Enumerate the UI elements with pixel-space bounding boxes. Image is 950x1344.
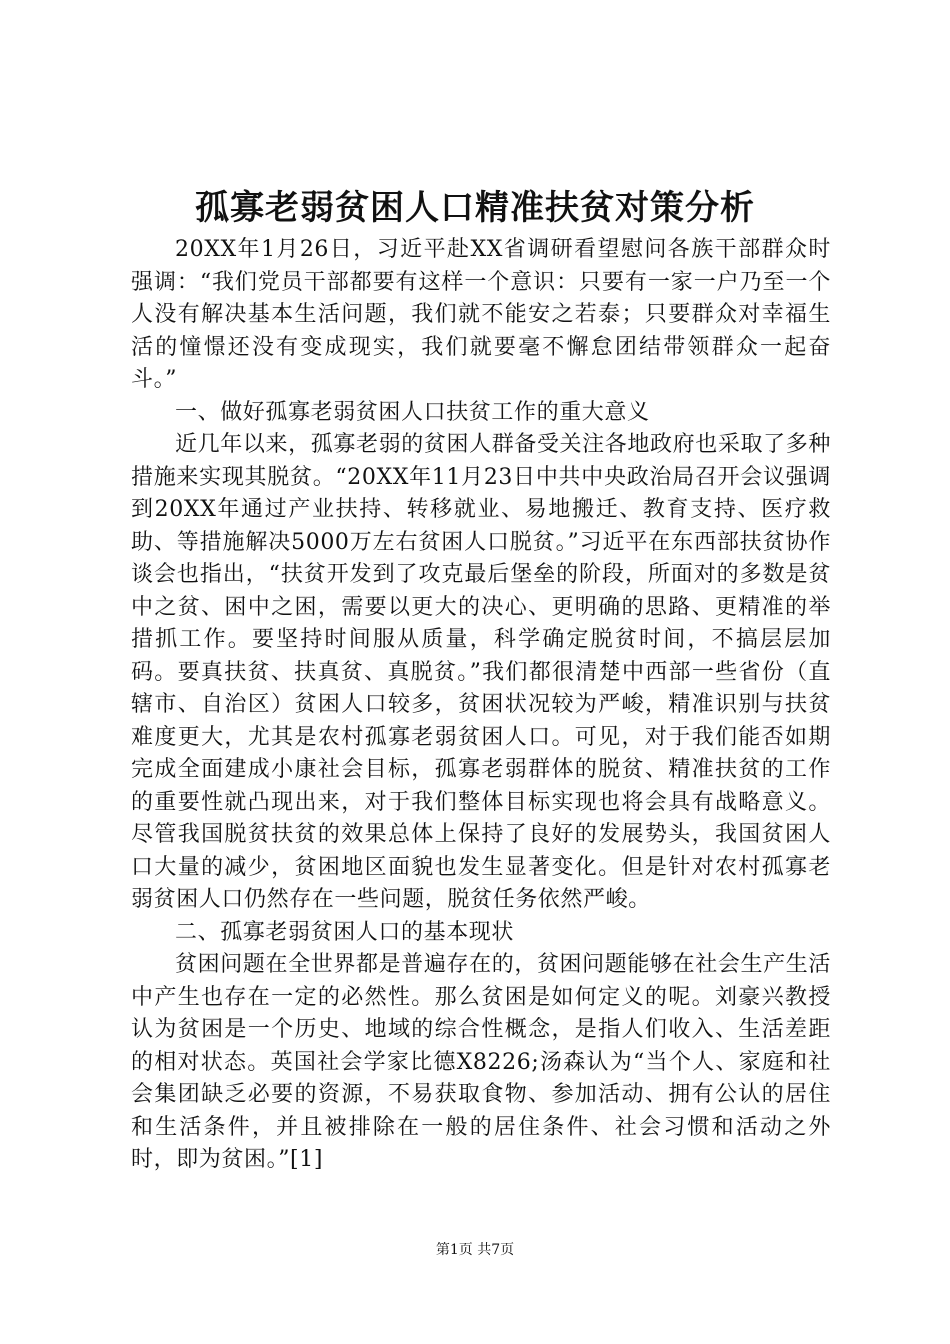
document-title: 孤寡老弱贫困人口精准扶贫对策分析	[195, 188, 755, 228]
section-heading-2: 二、孤寡老弱贫困人口的基本现状	[175, 919, 515, 945]
section-2-paragraph: 贫困问题在全世界都是普遍存在的，贫困问题能够在社会生产生活中产生也存在一定的必然性。那么贫困是如何定义的呢。刘豪兴教授认为贫困是一个历史、地域的综合性概念，是指人们收入、生活差距的相对状态。英国社会学家比德X8226;汤森认为“当个人、家庭和社会集团缺乏必要的资源，不易获取食物、参加活动、拥有公认的居住和生活条件，并且被排除在一般的居住条件、社会习惯和活动之外时，即为贫困。”[1]	[131, 952, 831, 1172]
page-number-footer: 第1页 共7页	[435, 1242, 515, 1258]
document-body	[131, 234, 831, 1177]
intro-paragraph: 20XX年1月26日，习近平赴XX省调研看望慰问各族干部群众时强调：“我们党员干部都要有这样一个意识：只要有一家一户乃至一个人没有解决基本生活问题，我们就不能安之若泰；只要群众对幸福生活的憧憬还没有变成现实，我们就要毫不懈怠团结带领群众一起奋斗。”	[131, 237, 831, 392]
section-heading-1: 一、做好孤寡老弱贫困人口扶贫工作的重大意义	[175, 399, 650, 425]
section-1-paragraph: 近几年以来，孤寡老弱的贫困人群备受关注各地政府也采取了多种措施来实现其脱贫。“20XX年11月23日中共中央政治局召开会议强调到20XX年通过产业扶持、转移就业、易地搬迁、教育支持、医疗救助、等措施解决5000万左右贫困人口脱贫。”习近平在东西部扶贫协作谈会也指出，“扶贫开发到了攻克最后堡垒的阶段，所面对的多数是贫中之贫、困中之困，需要以更大的决心、更明确的思路、更精准的举措抓工作。要坚持时间服从质量，科学确定脱贫时间，不搞层层加码。要真扶贫、扶真贫、真脱贫。”我们都很清楚中西部一些省份（直辖市、自治区）贫困人口较多，贫困状况较为严峻，精准识别与扶贫难度更大，尤其是农村孤寡老弱贫困人口。可见，对于我们能否如期完成全面建成小康社会目标，孤寡老弱群体的脱贫、精准扶贫的工作的重要性就凸现出来，对于我们整体目标实现也将会具有战略意义。尽管我国脱贫扶贫的效果总体上保持了良好的发展势头，我国贫困人口大量的减少，贫困地区面貌也发生显著变化。但是针对农村孤寡老弱贫困人口仍然存在一些问题，脱贫任务依然严峻。	[131, 432, 831, 912]
